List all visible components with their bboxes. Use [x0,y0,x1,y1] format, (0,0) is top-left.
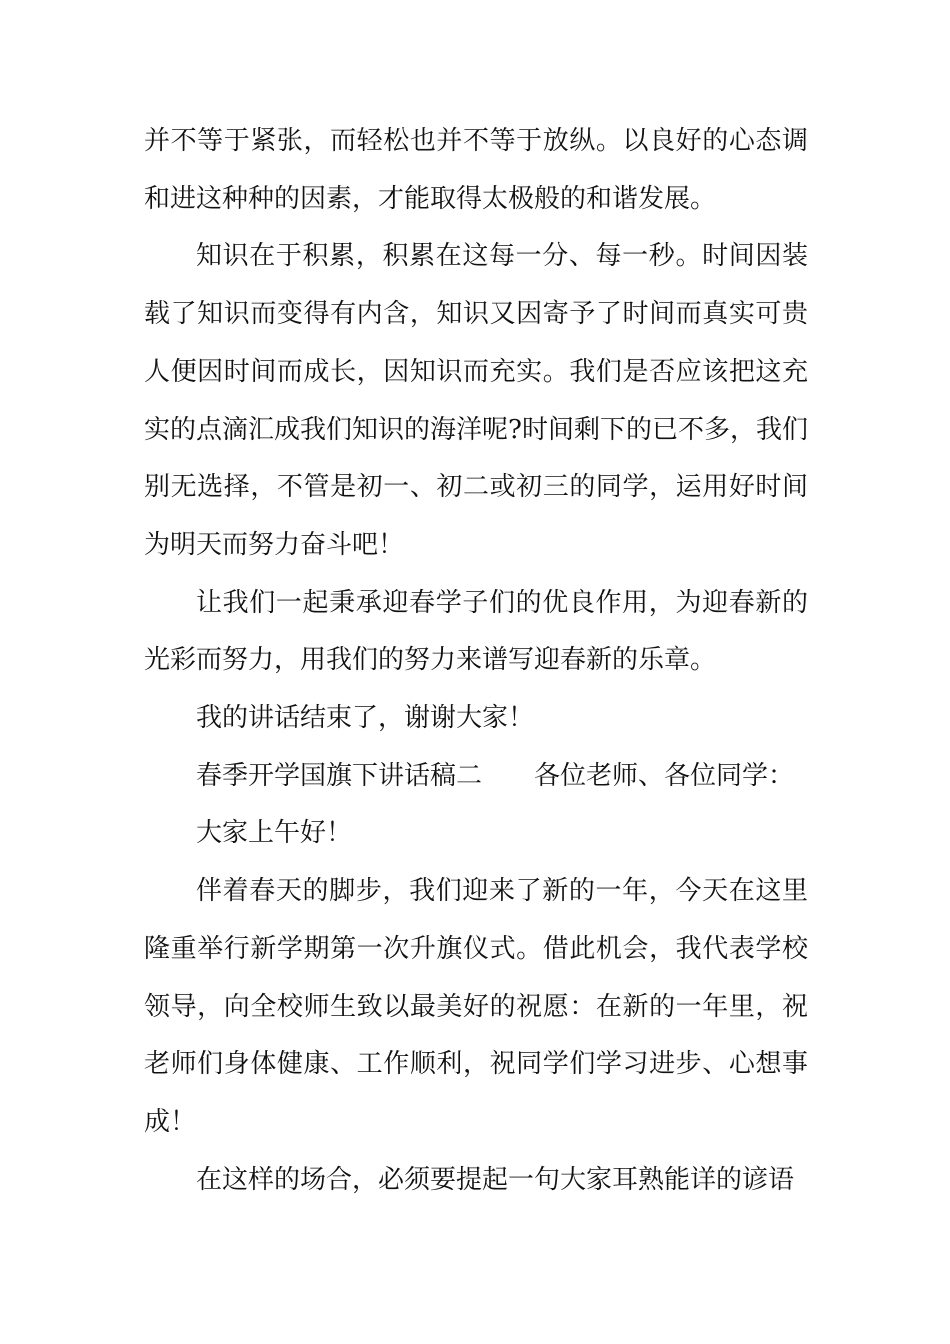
paragraph: 大家上午好！ [196,818,353,849]
paragraph: 在这样的场合，必须要提起一句大家耳熟能详的谚语 [196,1164,795,1195]
paragraph: 知识在于积累，积累在这每一分、每一秒。时间因装载了知识而变得有内含，知识又因寄予了时间而真实可贵人便因时间而成长，因知识而充实。我们是否应该把这充实的点滴汇成我们知识的海洋呢?时间剩下的已不多，我们别无选择，不管是初一、初二或初三的同学，运用好时间为明天而努力奋斗吧！ [144,241,808,560]
document-body [144,113,808,1209]
paragraph: 我的讲话结束了，谢谢大家！ [196,703,535,734]
paragraph: 并不等于紧张，而轻松也并不等于放纵。以良好的心态调和进这种种的因素，才能取得太极般的和谐发展。 [144,126,808,214]
paragraph: 伴着春天的脚步，我们迎来了新的一年，今天在这里隆重举行新学期第一次升旗仪式。借此机会，我代表学校领导，向全校师生致以最美好的祝愿：在新的一年里，祝老师们身体健康、工作顺利，祝同学们学习进步、心想事成！ [144,876,808,1137]
section-heading: 春季开学国旗下讲话稿二 各位老师、各位同学： [196,760,795,791]
paragraph: 让我们一起秉承迎春学子们的优良作用，为迎春新的光彩而努力，用我们的努力来谱写迎春新的乐章。 [144,587,808,676]
